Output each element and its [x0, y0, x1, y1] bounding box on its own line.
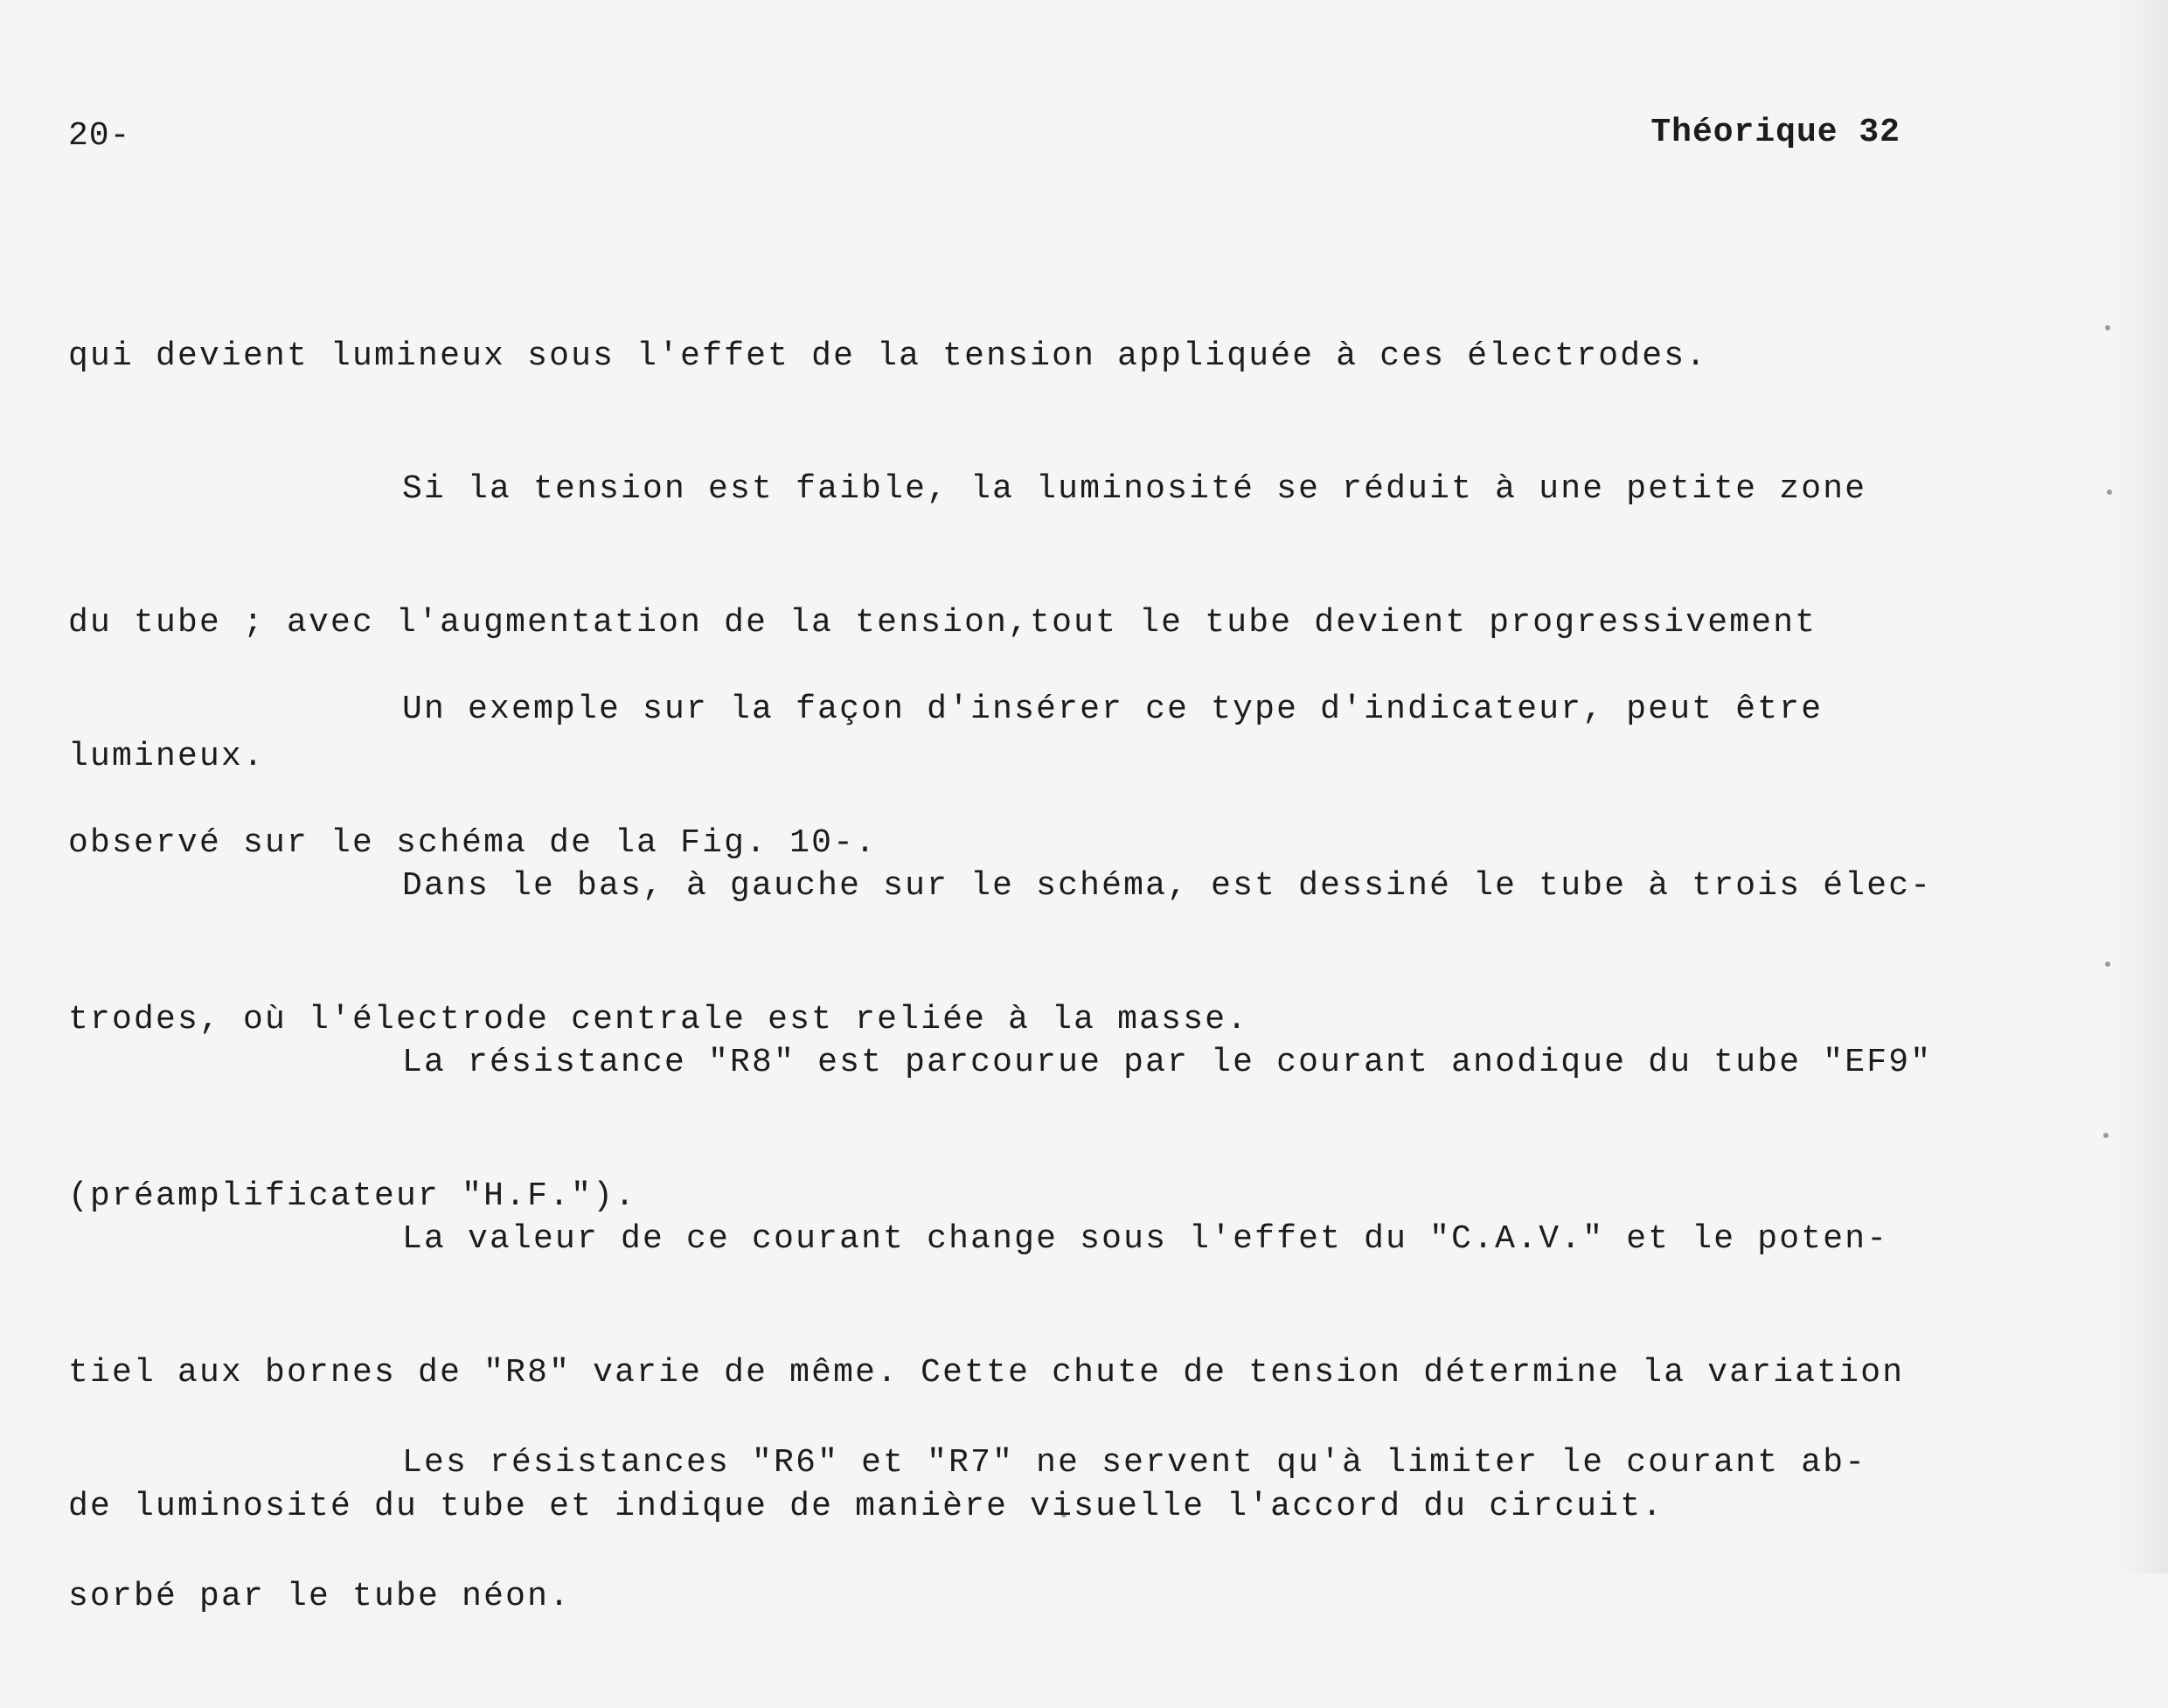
text-line: tiel aux bornes de "R8" varie de même. Cette chute de tension détermine la variation — [68, 1354, 1905, 1392]
text-line: La résistance "R8" est parcourue par le courant anodique du tube "EF9" — [402, 1044, 1933, 1081]
text-line: Les résistances "R6" et "R7" ne servent qu'à limiter le courant ab- — [402, 1444, 1867, 1482]
text-line: lumineux. — [68, 738, 266, 775]
scan-speck — [2105, 962, 2110, 967]
text-line: Un exemple sur la façon d'insérer ce type d'indicateur, peut être — [402, 691, 1824, 728]
running-title: Théorique 32 — [1650, 114, 1900, 151]
scan-speck — [2103, 1133, 2109, 1138]
text-line: du tube ; avec l'augmentation de la tension,tout le tube devient progressivement — [68, 604, 1817, 642]
scan-edge-shadow — [2116, 0, 2168, 1573]
text-line: trodes, où l'électrode centrale est reliée à la masse. — [68, 1001, 1249, 1038]
text-line: qui devient lumineux sous l'effet de la tension appliquée à ces électrodes. — [68, 337, 1708, 375]
text-line: sorbé par le tube néon. — [68, 1578, 572, 1615]
scan-speck — [2105, 325, 2110, 330]
text-line: (préamplificateur "H.F."). — [68, 1177, 637, 1215]
paragraph-7 — [68, 1351, 1974, 1708]
text-line: observé sur le schéma de la Fig. 10-. — [68, 824, 878, 862]
text-line: Si la tension est faible, la luminosité se réduit à une petite zone — [402, 470, 1867, 508]
text-line: de luminosité du tube et indique de manière visuelle l'accord du circuit. — [68, 1488, 1664, 1525]
scan-speck — [2107, 489, 2112, 495]
text-line: La valeur de ce courant change sous l'effet du "C.A.V." et le poten- — [402, 1220, 1889, 1258]
text-line: Dans le bas, à gauche sur le schéma, est dessiné le tube à trois élec- — [402, 867, 1933, 905]
page-number: 20- — [68, 117, 131, 155]
